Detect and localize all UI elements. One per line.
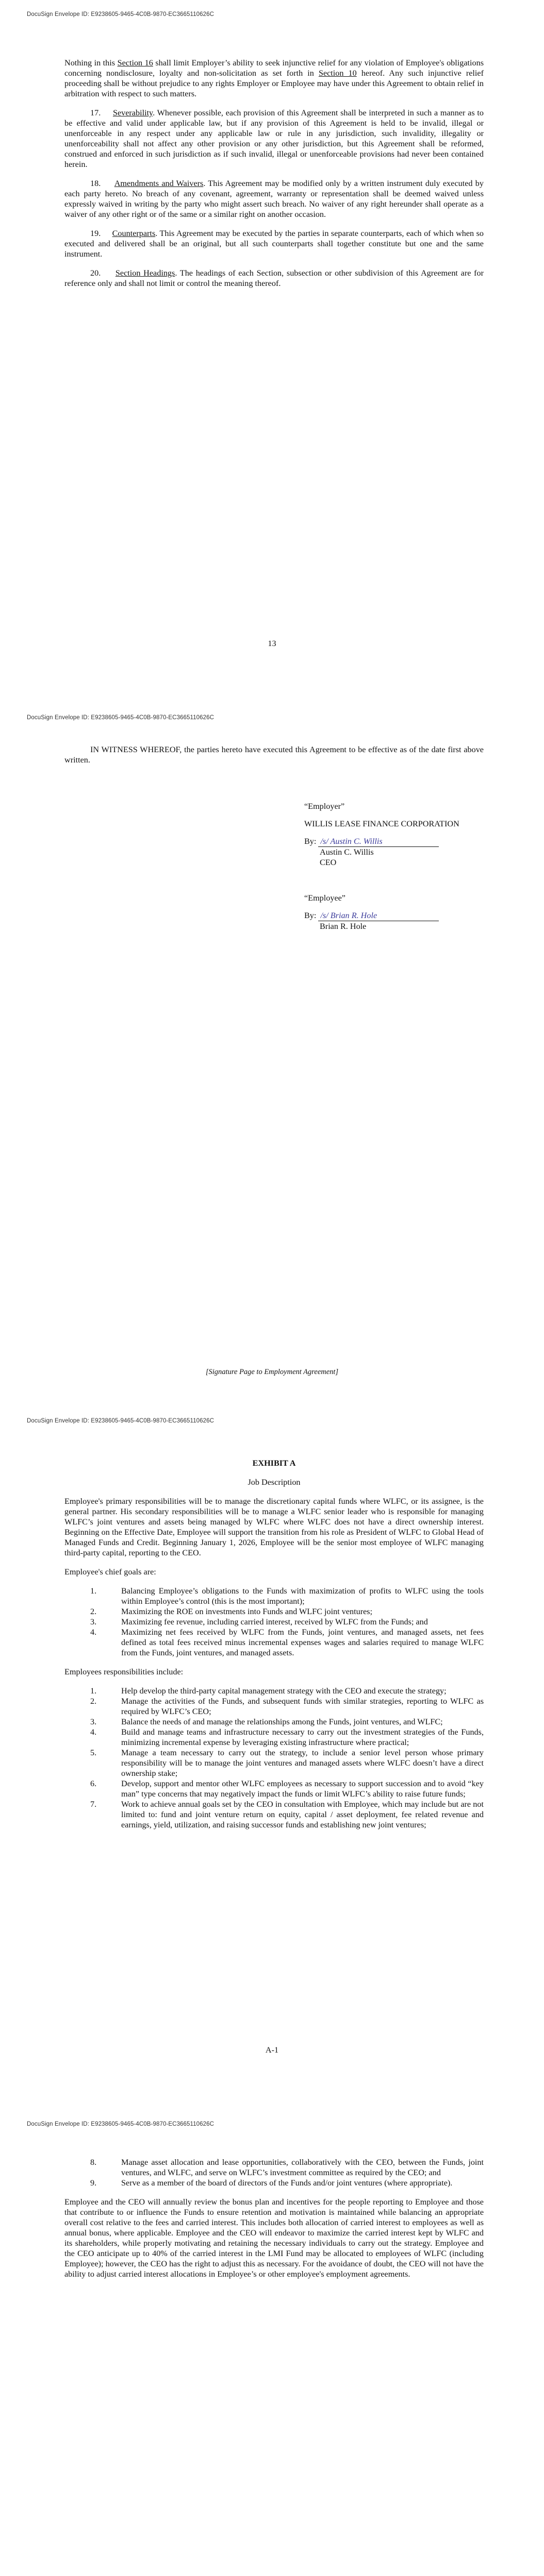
list-item: 4. Maximizing net fees received by WLFC from the Funds, joint ventures, and managed assets, net fees defined as total fees received minus incremental expenses wages and salaries required to manage WLFC from the Funds, joint ventures, and managed assets. [90,1628,484,1657]
employee-label: “Employee” [304,893,345,903]
by-label: By: [304,911,317,920]
list-item: 2. Maximizing the ROE on investments into Funds and WLFC joint ventures; [90,1607,373,1616]
closing-paragraph: Employee and the CEO will annually review the bonus plan and incentives for the people reporting to Employee and those that contribute to or influence the Funds to ensure retention and motivation is maintained while balancing an appropriate overall cost relative to the fees and carried interest. This includes both allocation of carried interest to employees as well as annual bonus, where applicable. Employee and the CEO will endeavor to maximize the carried interest kept by WLFC and its shareholders, while properly motivating and retaining the necessary individuals to carry out the strategy. Employee and the CEO anticipate up to 40% of the carried interest in the LMI Fund may be allocated to employees of WLFC (including Employee); however, the CEO has the right to adjust this as necessary. For the avoidance of doubt, the CEO will not have the ability to adjust carried interest allocations in Employee’s or other employee's employment agreements. [64,2197,484,2279]
list-item: 2. Manage the activities of the Funds, and subsequent funds with similar strategies, reporting to WLFC as required by WLFC’s CEO; [90,1697,484,1716]
employee-signature: /s/ Brian R. Hole [318,910,439,921]
employer-name: Austin C. Willis [320,848,374,857]
company-name: WILLIS LEASE FINANCE CORPORATION [304,819,459,828]
employee-name: Brian R. Hole [320,922,367,931]
witness-clause: IN WITNESS WHEREOF, the parties hereto have executed this Agreement to be effective as of the date first above written. [64,745,484,765]
goals-list [64,1586,484,1658]
list-item: 4. Build and manage teams and infrastructure necessary to carry out the investment strategies of the Funds, minimizing incremental expense by leveraging existing infrastructure where practical; [90,1727,484,1747]
page-number: A-1 [265,2045,279,2055]
section-19-title: Counterparts [112,229,156,238]
employee-signature-block [304,893,490,931]
section-17-title: Severability [112,108,153,117]
responsibilities-list-continued [64,2157,484,2188]
envelope-id: DocuSign Envelope ID: E9238605-9465-4C0B-9870-EC3665110626C [27,2121,215,2127]
list-item: 1. Help develop the third-party capital management strategy with the CEO and execute the strategy; [90,1686,447,1696]
page-2-body [64,744,484,774]
section-18-title: Amendments and Waivers [114,179,204,188]
employer-title: CEO [320,858,337,867]
section-20-title: Section Headings [115,268,175,278]
page-4 [0,2110,544,2576]
exhibit-a-body [64,1458,484,1839]
section-16-link: Section 16 [117,58,153,67]
page-4-body [64,2157,484,2288]
list-item: 1. Balancing Employee’s obligations to the Funds with maximization of profits to WLFC using the tools within Employee’s control (this is the most important); [90,1586,484,1606]
section-17: 17. Severability. Whenever possible, each provision of this Agreement shall be interpreted in such a manner as to be effective and valid under applicable law, but if any provision of this Agreement is held to be invalid, illegal or unenforceable in any respect under any applicable law or rule in any jurisdiction, such invalidity, illegality or unenforceability shall not affect any other provision or any other jurisdiction, but this Agreement shall be reformed, construed and enforced in such jurisdiction as if such invalid, illegal or unenforceable provisions had never been contained herein. [64,108,484,169]
list-item: 6. Develop, support and mentor other WLFC employees as necessary to support succession and to avoid “key man” type concerns that may negatively impact the funds or limit WLFC’s ability to raise future funds; [90,1779,484,1799]
page-number: 13 [268,639,276,648]
list-item: 8. Manage asset allocation and lease opportunities, collaboratively with the CEO, between the Funds, joint ventures, and WLFC, and serve on WLFC’s investment committee as required by the CEO; and [90,2158,484,2177]
list-item: 9. Serve as a member of the board of directors of the Funds and/or joint ventures (where appropriate). [90,2178,453,2188]
employer-label: “Employer” [304,802,345,811]
responsibilities-list [64,1686,484,1830]
section-18: 18. Amendments and Waivers. This Agreement may be modified only by a written instrument duly executed by each party hereto. No breach of any covenant, agreement, warranty or representation shall be deemed waived unless expressly waived in writing by the party who might assert such breach. No waiver of any right hereunder shall operate as a waiver of any other right or of the same or a similar right on another occasion. [64,179,484,219]
employer-signature: /s/ Austin C. Willis [318,836,439,847]
list-item: 3. Balance the needs of and manage the relationships among the Funds, joint ventures, and WLFC; [90,1717,443,1726]
by-label: By: [304,837,317,846]
list-item: 3. Maximizing fee revenue, including carried interest, received by WLFC from the Funds; and [90,1617,428,1626]
section-10-link: Section 10 [318,69,357,78]
section-16-continuation: Nothing in this Section 16 shall limit Employer’s ability to seek injunctive relief for any violation of Employee's obligations concerning nondisclosure, loyalty and non-solicitation as set forth in Section 10 hereof. Any such injunctive relief proceeding shall be without prejudice to any rights Employer or Employee may have under this Agreement to obtain relief in arbitration with respect to such matters. [64,58,484,98]
list-item: 7. Work to achieve annual goals set by the CEO in consultation with Employee, which may include but are not limited to: fund and joint venture return on equity, capital / asset deployment, fee related revenue and earnings, yield, utilization, and raising successor funds and establishing new joint ventures; [90,1800,484,1829]
job-description-heading: Job Description [248,1478,301,1487]
page-1-body [64,58,484,297]
goals-intro: Employee's chief goals are: [64,1567,156,1577]
list-item: 5. Manage a team necessary to carry out the strategy, to include a senior level person whose primary responsibility will be to manage the joint ventures and managed assets where WLFC doesn’t have a direct ownership stake; [90,1748,484,1778]
section-19: 19. Counterparts. This Agreement may be executed by the parties in separate counterparts, each of which when so executed and delivered shall be an original, but all such counterparts shall together constitute but one and the same instrument. [64,229,484,259]
envelope-id: DocuSign Envelope ID: E9238605-9465-4C0B-9870-EC3665110626C [27,1418,215,1424]
page-1 [0,0,544,703]
envelope-id: DocuSign Envelope ID: E9238605-9465-4C0B-9870-EC3665110626C [27,11,215,18]
page-2 [0,703,544,1406]
page-3 [0,1406,544,2110]
section-20: 20. Section Headings. The headings of each Section, subsection or other subdivision of this Agreement are for reference only and shall not limit or control the meaning thereof. [64,268,484,288]
employer-signature-block [304,801,490,868]
envelope-id: DocuSign Envelope ID: E9238605-9465-4C0B-9870-EC3665110626C [27,715,215,721]
responsibilities-intro: Employees responsibilities include: [64,1667,184,1676]
intro-paragraph: Employee's primary responsibilities will be to manage the discretionary capital funds where WLFC, or its assignee, is the general partner. His secondary responsibilities will be to manage a WLFC senior leader who is responsible for managing WLFC’s joint ventures and assets being managed by WLFC where WLFC does not have a direct ownership interest. Beginning on the Effective Date, Employee will support the transition from his role as President of WLFC to Global Head of Managed Funds and Credit. Beginning January 1, 2026, Employee will be the senior most employee of WLFC managing third-party capital, reporting to the CEO. [64,1497,484,1557]
exhibit-heading: EXHIBIT A [252,1459,296,1468]
signature-page-caption: [Signature Page to Employment Agreement] [205,1368,339,1376]
